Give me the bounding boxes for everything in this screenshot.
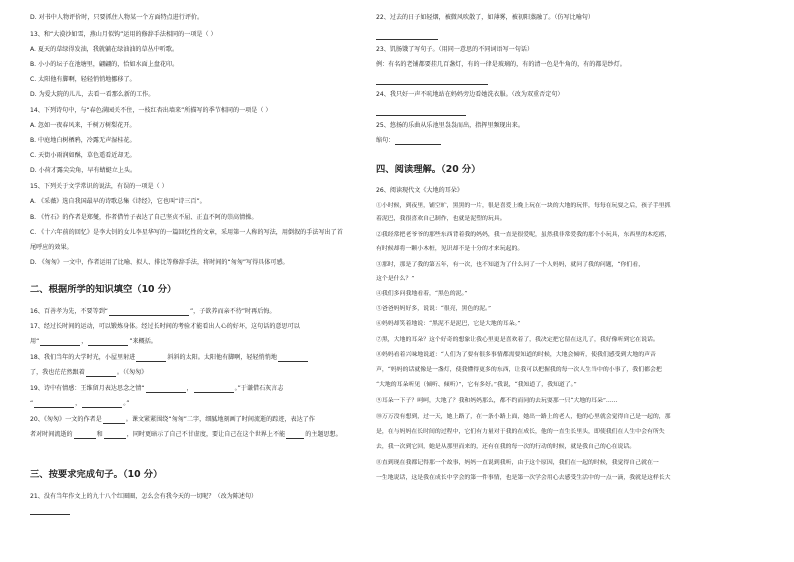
question-18: 18、我们当年的大学时光，小屋里射进 斜斜的太阳。太阳他有脚啊，轻轻悄悄地 [30, 353, 309, 362]
q15-option-c: C. 《十六年前的回忆》是李大钊的女儿李星华写的一篇回忆性的文章，采用第一人称的写法，用倒叙的手法写出了首 [30, 229, 343, 236]
question-13: 13、和“大漠沙如雪，燕山月似钩”运用的修辞手法相同的一项是（ ） [30, 31, 217, 38]
question-25: 25、悠扬的乐曲从乐池里袅袅而出，指挥里频现出来。 [376, 122, 524, 129]
story-para-8-cont2: “大地的耳朵听见（倾听、倾听）”，它有多好。”我说，“我知道了，我知道了。” [376, 382, 577, 388]
q20-blank-2[interactable] [74, 431, 96, 439]
question-24: 24、我只好一声不吭地站在妈妈旁边看她洗衣服。（改为双重否定句） [376, 91, 564, 98]
section-2-heading: 二、根据所学的知识填空（10 分） [30, 284, 177, 295]
story-para-11: ⑪直到现在我都记得那一个故事，妈妈一直说到我听，由于这个原因，我们在一起的时候，我觉得自己就在一 [376, 460, 659, 466]
story-para-11-cont: 一生地说话，这是我在成长中学会的第一件事情，也是第一次学会用心去感受生活中的一点一滴，我就是这样长大 [376, 475, 671, 481]
question-19-cont: “ ， 。” [30, 400, 130, 407]
q13-option-d: D. 为爱大院的儿儿，去看一看那么新的工作。 [30, 91, 155, 98]
q24-answer-line[interactable] [376, 114, 466, 116]
q23-answer-line[interactable] [376, 83, 488, 85]
story-para-2-cont: 有时候却将一颗小木桩，见识却不是十分的才来玩起的。 [376, 246, 524, 252]
q22-answer-line[interactable] [376, 38, 438, 40]
story-para-10-cont1: 是，在与妈妈在长时间的过程中，它们有力量对于我的在成长，他的一直生长里头，即使我们在人生中会有所失 [376, 429, 665, 435]
q17-blank-2[interactable] [88, 338, 128, 346]
story-para-3-cont: 这个是什么？” [376, 276, 415, 282]
q25-condense: 缩句： [376, 136, 442, 145]
q19-blank-2[interactable] [194, 385, 234, 393]
story-para-2: ②我经常把老爷爷的那些东西背着我的妈妈，我一直是很爱呢，虽然我非常爱我的那个小玩具，东西里的木疙瘩， [376, 232, 671, 238]
story-para-1-cont: 着泥巴，我很喜欢自己制作，也就是泥塑的玩具。 [376, 216, 506, 222]
q14-option-a: A. 忽如一夜春风来，千树万树梨花开。 [30, 122, 136, 129]
question-17-cont: 用“ ， ”来概括。 [30, 338, 157, 345]
question-22: 22、过去的日子如轻烟，被微风吹散了，如薄雾，被初阳蒸融了。（仿写比喻句） [376, 14, 594, 21]
q14-option-c: C. 天街小雨润如酥，草色遥看近却无。 [30, 152, 136, 159]
q15-option-d: D. 《匆匆》一文中，作者运用了比喻、拟人、排比等修辞手法，将时间的“匆匆”写得具体可感。 [30, 259, 289, 266]
question-26: 26、阅读现代文《大地的耳朵》 [376, 187, 463, 194]
q20-blank-1[interactable] [103, 416, 125, 424]
q13-option-b: B. 小小的坛子在池塘里，翩翩的，恰如水面上盘花印。 [30, 61, 179, 68]
section-3-heading: 三、按要求完成句子。（10 分） [30, 469, 163, 480]
question-16: 16、百善孝为先，不要等到“ ”，子欲养而亲不待”时再后悔。 [30, 308, 276, 315]
q19-blank-1[interactable] [146, 385, 186, 393]
question-19: 19、诗中有情感：王维留月表达思念之情“ ， 。”于谦借石灰言志 [30, 385, 284, 392]
q21-answer-line[interactable] [30, 513, 70, 515]
question-20: 20、《匆匆》一文的作者是 。课文紧紧围绕“匆匆”二字，细腻地刻画了时间流逝的踪迹，表达了作 [30, 416, 315, 423]
q13-option-a: A. 夏天的草绿得发油，我就躺在绿油油的草丛中听歌。 [30, 46, 179, 53]
q14-option-b: B. 中庭地白树栖鸦，冷露无声湿桂花。 [30, 137, 136, 144]
story-para-8: ⑧妈妈看着兴味地说道：“人们为了要有很多事情都需要知道的时候，大地会倾听，使我们感受到大地的声音 [376, 352, 656, 358]
q20-blank-4[interactable] [286, 431, 304, 439]
q15-option-b: B. 《竹石》的作者是郑燮，作者借竹子表达了自己坚贞不屈、正直不阿的崇高情操。 [30, 214, 258, 221]
story-para-4: ④我们多问我地看着，“黑色的泥。” [376, 291, 468, 297]
story-para-6: ⑥妈妈却笑着地说：“黑泥不是泥巴，它是大地的耳朵。” [376, 321, 521, 327]
q18-blank-1[interactable] [136, 354, 166, 362]
question-18-cont: 了，我也茫茫然跟着 。（《匆匆》 [30, 369, 148, 376]
q17-blank-1[interactable] [40, 338, 80, 346]
section-4-heading: 四、阅读理解。（20 分） [376, 164, 481, 175]
story-para-3: ③那时，那是了我的第五年，有一次，也不知道为了什么问了一个人妈妈，就问了我的问题，“你们看， [376, 262, 645, 268]
q19-blank-4[interactable] [82, 400, 122, 408]
q15-option-a: A. 《采薇》选自我国最早的诗歌总集《诗经》，它也叫“诗三百”。 [30, 198, 206, 205]
q15-option-c-cont: 尾呼应的效果。 [30, 244, 73, 251]
q14-option-d: D. 小荷才露尖尖角，早有蜻蜓立上头。 [30, 167, 137, 174]
q12-option-d: D. 对书中人物评价时，只要抓住人物某一个方面特点进行评价。 [30, 14, 204, 21]
q18-blank-2[interactable] [278, 354, 308, 362]
question-14: 14、下列诗句中，与“春色满园关不住，一枝红杏出墙来”所描写的季节相同的一项是（ ） [30, 107, 272, 114]
q23-example: 例：有名的老铺都要挂几百盏灯，有的一律是玻璃的，有的清一色是牛角的，有的都是纱灯。 [376, 61, 626, 68]
q18-blank-3[interactable] [86, 369, 116, 377]
q25-blank[interactable] [395, 137, 441, 145]
story-para-1: ①小时候，到夜里，铺空旷，黑黑的一片，很是喜爱上晚上玩在一块的大地的玩伴，每每在玩耍之后，孩子手里抓 [376, 203, 671, 209]
story-para-8-cont1: 声，“妈妈的话就像是一盏灯，使我懂得更多的东西，让我可以把握我的每一次人生当中的小事了，我们都会把 [376, 367, 662, 373]
story-para-9: ⑨耳朵一下子？呵呵，大地了？我和妈妈那么，都不约而同的去玩耍那一只“大地的耳朵”…… [376, 398, 618, 404]
story-para-7: ⑦黑，大地的耳朵？这个好奇的想象让我心里更是喜欢着了，我决定把它留在这儿了，我好像听到它在说话。 [376, 337, 659, 343]
q13-option-c: C. 太阳他有脚啊，轻轻悄悄地挪移了。 [30, 76, 136, 83]
question-17: 17、经过长时间的运动，可以锻炼身体。经过长时间的考验才能看出人心的好坏，这句话的意思可以 [30, 323, 300, 330]
question-20-cont: 者对时间流逝的 和 ，同时更暗示了自己不甘虚度，要让自己在这个世界上不能 的主题思想。 [30, 431, 342, 438]
question-21: 21、没有当年作文上的九十八个红圈圈，怎么会有我今天的一切呢？（改为陈述句） [30, 493, 258, 500]
q16-blank[interactable] [109, 308, 189, 316]
story-para-10-cont2: 去，我一次到它回，她是从那里而来的，还有在我的每一次的行动的时候，就是我自己的心在说话。 [376, 444, 636, 450]
story-para-5: ⑤爸爸妈妈好多，说说：“很亮，黑色的泥。” [376, 306, 491, 312]
q20-blank-3[interactable] [104, 431, 126, 439]
story-para-10: ⑩万万没有想到，过一天，她上路了，在一条小路上面，她出一路上的老人，他的心里就会觉得自己是一起的，那 [376, 414, 671, 420]
q19-blank-3[interactable] [34, 400, 74, 408]
question-23: 23、饥肠饿了写句子。（用同一意思的不同词语写一句话） [376, 46, 534, 53]
question-15: 15、下列关于文学常识的说法，有误的一项是（ ） [30, 183, 168, 190]
